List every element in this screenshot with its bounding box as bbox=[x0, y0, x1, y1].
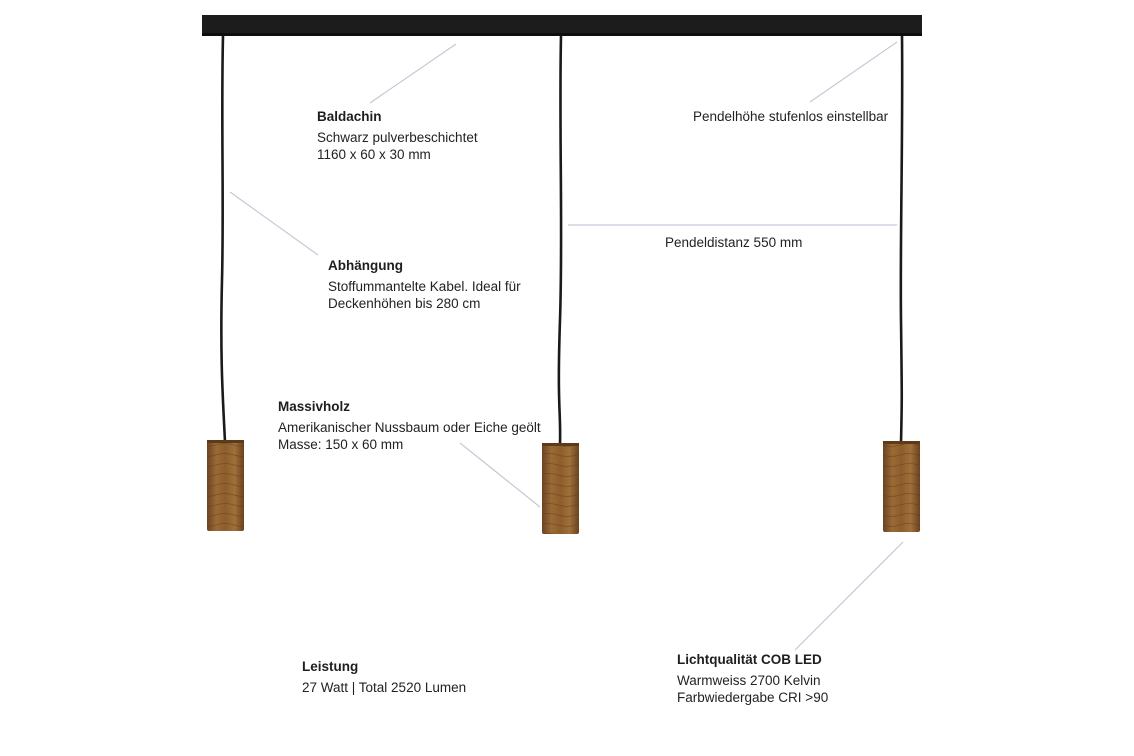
annotation-line: Stoffummantelte Kabel. Ideal für bbox=[328, 279, 521, 294]
annotation-massivholz bbox=[278, 398, 541, 453]
annotation-line: Amerikanischer Nussbaum oder Eiche geölt bbox=[278, 420, 541, 435]
annotation-line: 1160 x 60 x 30 mm bbox=[317, 147, 431, 162]
pendant-right bbox=[883, 441, 920, 532]
annotation-line: Farbwiedergabe CRI >90 bbox=[677, 690, 829, 705]
annotation-line: Schwarz pulverbeschichtet bbox=[317, 130, 478, 145]
canopy bbox=[202, 15, 922, 36]
annotation-title: Baldachin bbox=[317, 109, 382, 124]
annotation-line: 27 Watt | Total 2520 Lumen bbox=[302, 680, 467, 695]
cable-right bbox=[901, 36, 902, 443]
annotation-line: Deckenhöhen bis 280 cm bbox=[328, 296, 481, 311]
annotation-title: Lichtqualität COB LED bbox=[677, 652, 822, 667]
annotation-title: Massivholz bbox=[278, 399, 351, 414]
annotation-pendelhoehe bbox=[693, 108, 888, 125]
annotation-title: Leistung bbox=[302, 659, 359, 674]
annotation-line: Masse: 150 x 60 mm bbox=[278, 437, 404, 452]
annotation-abhaengung bbox=[328, 257, 521, 312]
leader-lichtqualitaet bbox=[795, 542, 903, 650]
annotation-title: Abhängung bbox=[328, 258, 403, 273]
cable-center bbox=[559, 36, 561, 444]
annotation-leistung bbox=[302, 658, 466, 696]
annotation-pendeldistanz bbox=[665, 234, 802, 251]
annotation-line: Pendeldistanz 550 mm bbox=[665, 235, 803, 250]
leader-pendelhoehe bbox=[810, 42, 897, 102]
pendant-center bbox=[542, 443, 579, 534]
annotation-line: Pendelhöhe stufenlos einstellbar bbox=[693, 109, 889, 124]
leader-baldachin bbox=[370, 44, 456, 103]
cable-left bbox=[221, 36, 225, 442]
pendant-left bbox=[207, 440, 244, 531]
annotation-line: Warmweiss 2700 Kelvin bbox=[677, 673, 821, 688]
leader-abhaengung bbox=[230, 192, 318, 255]
annotation-lichtqualitaet bbox=[677, 651, 828, 706]
annotation-baldachin bbox=[317, 108, 478, 163]
